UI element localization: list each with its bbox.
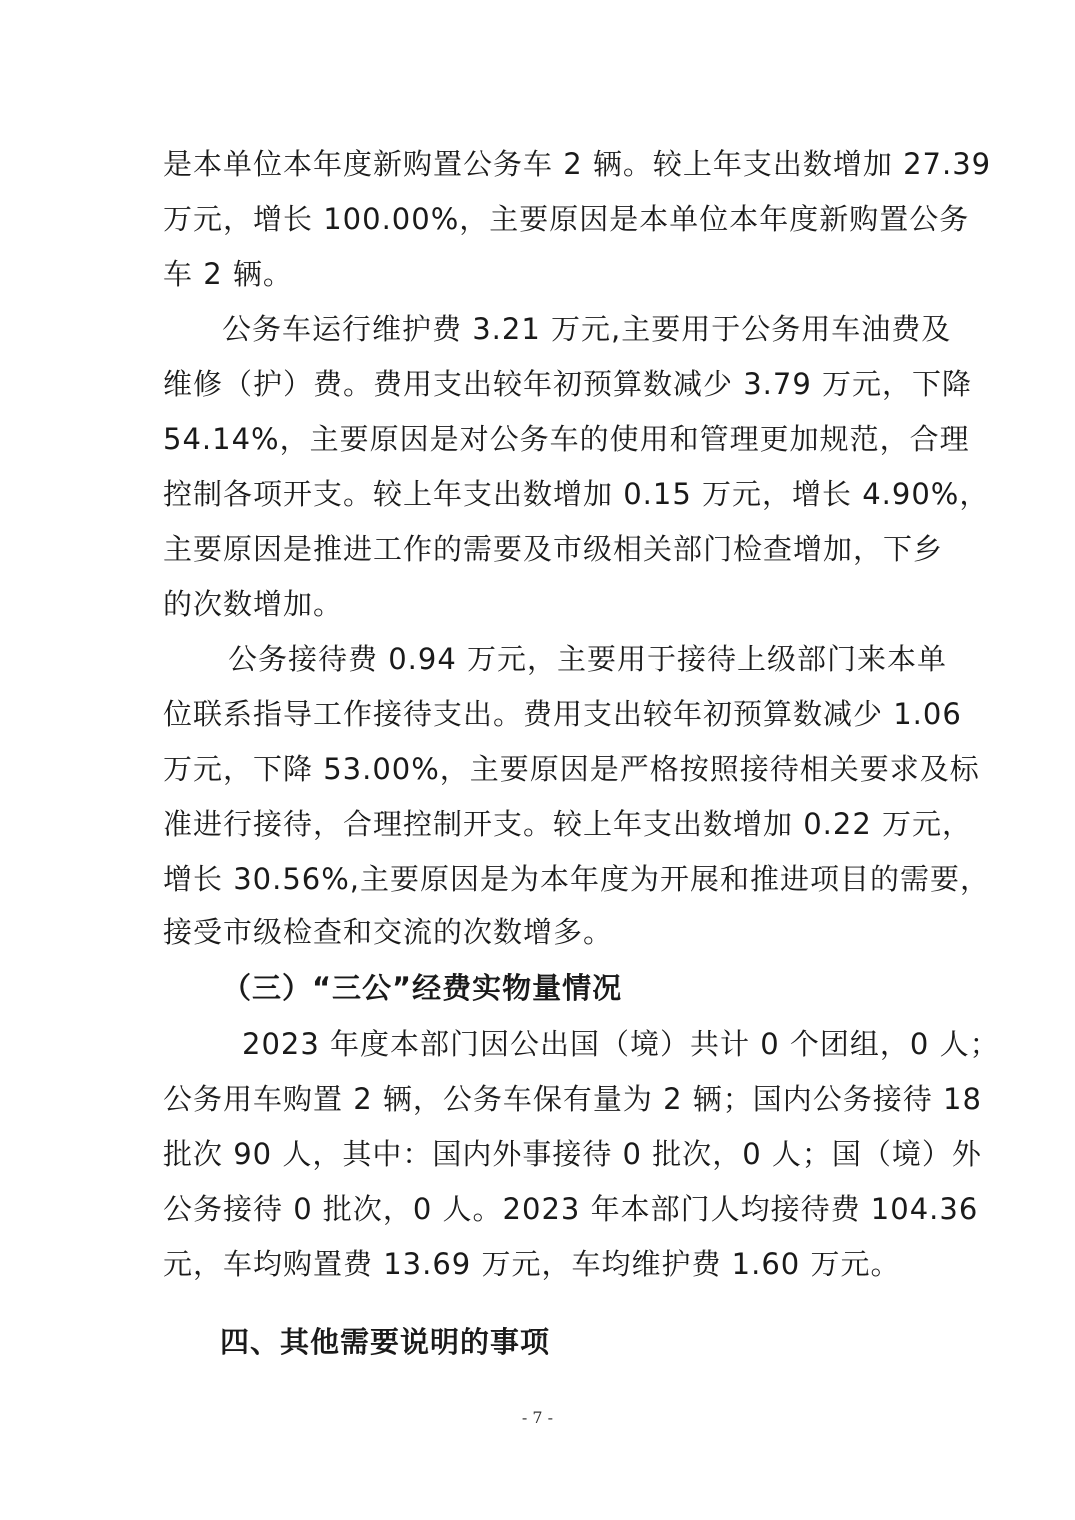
paragraph-4-line-1: 2023 年度本部门因公出国（境）共计 0 个团组，0 人； bbox=[242, 1027, 1000, 1061]
paragraph-4-line-2: 公务用车购置 2 辆，公务车保有量为 2 辆；国内公务接待 18 bbox=[163, 1082, 982, 1116]
paragraph-4-line-5: 元，车均购置费 13.69 万元，车均维护费 1.60 万元。 bbox=[163, 1247, 901, 1281]
paragraph-1-line-1: 是本单位本年度新购置公务车 2 辆。较上年支出数增加 27.39 bbox=[163, 147, 992, 181]
paragraph-2-line-2: 维修（护）费。费用支出较年初预算数减少 3.79 万元，下降 bbox=[163, 367, 973, 401]
paragraph-3-line-5: 增长 30.56%,主要原因是为本年度为开展和推进项目的需要， bbox=[163, 862, 991, 896]
section-heading-4: 四、其他需要说明的事项 bbox=[220, 1325, 551, 1359]
paragraph-2-line-4: 控制各项开支。较上年支出数增加 0.15 万元，增长 4.90%， bbox=[163, 477, 990, 511]
section-heading-3: （三）“三公”经费实物量情况 bbox=[222, 971, 623, 1005]
paragraph-1-line-3: 车 2 辆。 bbox=[163, 257, 293, 291]
paragraph-4-line-3: 批次 90 人，其中：国内外事接待 0 批次，0 人；国（境）外 bbox=[163, 1137, 982, 1171]
paragraph-2-line-1: 公务车运行维护费 3.21 万元,主要用于公务用车油费及 bbox=[222, 312, 952, 346]
paragraph-2-line-6: 的次数增加。 bbox=[163, 587, 344, 621]
paragraph-2-line-5: 主要原因是推进工作的需要及市级相关部门检查增加，下乡 bbox=[163, 532, 944, 566]
paragraph-3-line-2: 位联系指导工作接待支出。费用支出较年初预算数减少 1.06 bbox=[163, 697, 962, 731]
paragraph-3-line-1: 公务接待费 0.94 万元，主要用于接待上级部门来本单 bbox=[228, 642, 948, 676]
paragraph-3-line-4: 准进行接待，合理控制开支。较上年支出数增加 0.22 万元， bbox=[163, 807, 973, 841]
paragraph-2-line-3: 54.14%，主要原因是对公务车的使用和管理更加规范，合理 bbox=[163, 422, 970, 456]
paragraph-1-line-2: 万元，增长 100.00%，主要原因是本单位本年度新购置公务 bbox=[163, 202, 970, 236]
paragraph-4-line-4: 公务接待 0 批次，0 人。2023 年本部门人均接待费 104.36 bbox=[163, 1192, 979, 1226]
paragraph-3-line-3: 万元，下降 53.00%，主要原因是严格按照接待相关要求及标 bbox=[163, 752, 980, 786]
paragraph-3-line-6: 接受市级检查和交流的次数增多。 bbox=[163, 915, 614, 949]
page-number: - 7 - bbox=[521, 1408, 554, 1427]
